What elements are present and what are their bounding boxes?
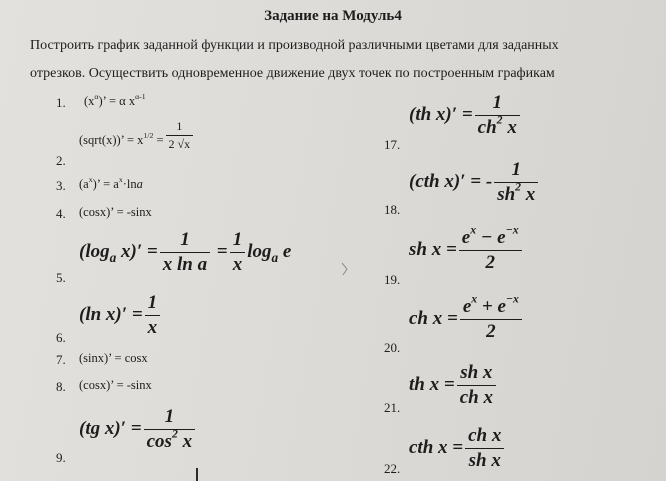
formula-6-lhs: (ln x)′ = [79, 303, 143, 325]
numerator-sup: x [470, 223, 477, 237]
denominator-part: ch [477, 117, 497, 138]
formula-1-sup: α-1 [135, 91, 146, 101]
formula-8: (cosx)’ = -sinx [79, 378, 152, 392]
item-number-8: 8. [56, 379, 66, 394]
fraction-numerator: 1 [164, 406, 175, 427]
fraction-denominator: x [230, 252, 246, 276]
denominator-part: cos [146, 431, 172, 452]
denominator-part: x [502, 117, 517, 138]
formula-5-part: (log [79, 240, 110, 262]
formula-9-lhs: (tg x)′ = [79, 417, 142, 439]
numerator-part: e [461, 227, 471, 248]
formula-5-lhs [79, 240, 158, 265]
formula-18 [409, 159, 540, 206]
fraction-numerator: 1 [180, 229, 190, 250]
formula-5-fraction-2 [230, 229, 246, 276]
formula-5-part: x)′ = [116, 240, 158, 262]
numerator-sup: −x [505, 223, 519, 237]
numerator-part: + e [477, 296, 506, 317]
fraction-numerator: 1 [176, 119, 183, 133]
item-number-18: 18. [384, 202, 401, 217]
formula-18-fraction [494, 159, 538, 206]
fraction-numerator: ch x [468, 425, 502, 446]
fraction-denominator: x [145, 315, 161, 339]
formula-1-part: )’ = α x [98, 94, 136, 108]
formula-5-part: log [247, 240, 272, 262]
denominator-part: x [177, 431, 193, 452]
item-number-21: 21. [384, 400, 401, 415]
formula-2-part: (sqrt(x))’ = x [79, 133, 144, 147]
formula-2-sup: 1/2 [143, 130, 154, 140]
formula-22-lhs: cth x = [409, 436, 464, 458]
formula-3-part: ·ln [122, 177, 137, 191]
item-number-1: 1. [56, 95, 66, 110]
item-number-9: 9. [56, 450, 66, 465]
page-title: Задание на Модуль4 [264, 8, 402, 24]
formula-19-fraction [459, 223, 522, 274]
numerator-sup: x [471, 292, 478, 306]
formula-21 [409, 362, 498, 409]
numerator-sup: −x [505, 292, 519, 306]
item-number-17: 17. [384, 137, 401, 152]
formula-4: (cosx)’ = -sinx [79, 205, 152, 219]
formula-5-sub: a [109, 249, 117, 265]
formula-17-lhs: (th x)′ = [409, 103, 473, 125]
cropped-glyph [196, 468, 198, 481]
formula-3 [79, 174, 143, 192]
fraction-denominator: 2 [459, 250, 522, 274]
formula-9-fraction [144, 406, 195, 453]
denominator-sup: 2 [515, 180, 522, 194]
fraction-numerator: 1 [147, 292, 158, 313]
formula-3-sup: x [88, 174, 93, 184]
numerator-part: − e [476, 227, 506, 248]
pencil-mark-icon [340, 262, 352, 276]
formula-1-sup: α [94, 91, 99, 101]
formula-17 [409, 92, 522, 139]
formula-1-part: (x [84, 94, 95, 108]
denominator-part: x [521, 184, 536, 205]
formula-3-var: a [136, 177, 143, 191]
formula-5-sub: a [271, 249, 279, 265]
fraction-numerator: 1 [492, 92, 502, 113]
formula-20-lhs: ch x = [409, 307, 458, 329]
formula-18-lhs: (cth x)′ = - [409, 170, 493, 192]
item-number-2: 2. [56, 153, 66, 168]
fraction-numerator: 1 [511, 159, 521, 180]
formula-17-fraction [475, 92, 520, 139]
item-number-5: 5. [56, 270, 66, 285]
formula-7: (sinx)’ = cosx [79, 351, 148, 365]
fraction-denominator [494, 182, 538, 206]
formula-20-fraction [460, 292, 522, 343]
item-number-20: 20. [384, 340, 401, 355]
formula-21-fraction [457, 362, 496, 409]
formula-3-part: )’ = a [92, 177, 119, 191]
fraction-denominator [144, 429, 195, 453]
formula-6-fraction [145, 292, 161, 339]
fraction-numerator [459, 223, 522, 250]
formula-5-eq: = [212, 240, 228, 262]
formula-21-lhs: th x = [409, 373, 455, 395]
formula-22-fraction [465, 425, 504, 472]
fraction-numerator: 1 [232, 229, 243, 250]
intro-line-2: отрезков. Осуществить одновременное движение двух точек по построенным графикам [30, 66, 555, 81]
formula-3-part: (a [79, 177, 89, 191]
formula-20 [409, 292, 524, 343]
fraction-numerator [460, 292, 522, 319]
item-number-22: 22. [384, 461, 401, 476]
fraction-denominator: sh x [465, 448, 504, 472]
item-number-6: 6. [56, 330, 66, 345]
formula-6 [79, 292, 162, 339]
item-number-19: 19. [384, 272, 401, 287]
formula-5-part: e [278, 240, 292, 262]
denominator-part: sh [497, 184, 516, 205]
formula-19 [409, 223, 524, 274]
formula-2 [79, 119, 195, 152]
formula-5 [79, 229, 291, 276]
fraction-numerator: sh x [460, 362, 493, 383]
formula-22 [409, 425, 506, 472]
formula-2-eq: = [153, 133, 164, 147]
formula-19-lhs: sh x = [409, 238, 457, 260]
formula-3-sup: x [118, 174, 123, 184]
fraction-denominator: 2 √x [166, 135, 194, 152]
item-number-7: 7. [56, 352, 66, 367]
formula-9 [79, 406, 197, 453]
fraction-denominator: ch x [457, 385, 496, 409]
numerator-part: e [462, 296, 472, 317]
formula-1 [84, 91, 146, 109]
fraction-denominator [475, 115, 520, 139]
item-number-4: 4. [56, 206, 66, 221]
formula-5-rhs [247, 240, 292, 265]
formula-5-fraction-1 [160, 229, 210, 276]
formula-2-fraction [166, 119, 194, 152]
fraction-denominator: x ln a [160, 252, 210, 276]
fraction-denominator: 2 [460, 319, 522, 343]
item-number-3: 3. [56, 178, 66, 193]
denominator-sup: 2 [171, 427, 178, 441]
denominator-sup: 2 [496, 113, 503, 127]
intro-line-1: Построить график заданной функции и производной различными цветами для заданных [30, 38, 559, 53]
